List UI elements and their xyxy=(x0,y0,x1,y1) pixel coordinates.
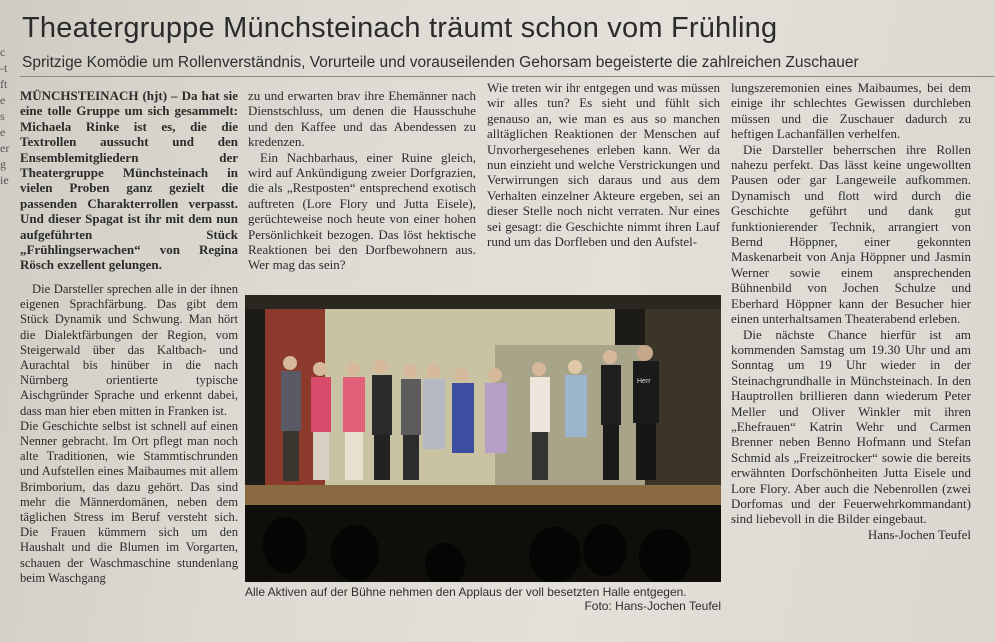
stage-floor xyxy=(245,485,721,505)
body-paragraph: Die Darsteller sprechen alle in der ihnen eigenen Sprachfärbung. Das gibt dem Stück Dynamik und Schwung. Man hört die Dialektfärbungen der Region, vom Steigerwald über das Kaltbach- und Aurachtal bis hinüber in die nach Nürnberg orientierte typische Aischgründer Sprache und erkennt dabei, dass man hier eben mitten in Franken ist. xyxy=(20,282,238,418)
lead-paragraph: MÜNCHSTEINACH (hjt) – Da hat sie eine tolle Gruppe um sich gesammelt: Michaela Rinke ist es, die die Textrollen aussucht und den Ensemblemitgliedern der Theatergruppe Münchsteinach in vielen Proben ganz gezielt die passenden Charakterrollen verpasst. Und dieser Spagat ist ihr mit dem nun aufgeführten Stück „Frühlingserwachen“ von Regina Rösch exzellent gelungen. xyxy=(20,88,238,273)
column-2 xyxy=(248,88,476,273)
body-paragraph: Ein Nachbarhaus, einer Ruine gleich, wird auf Ankündigung zweier Dorfgrazien, die als „Restposten“ entsprechend exotisch auftreten (Lore Flory und Jutta Eisele), gerüchteweise noch heute von einer hohen Persönlichkeit bezogen. Das löst hektische Reaktionen bei den Dorfbewohnern aus. Wer mag das sein? xyxy=(248,149,476,273)
body-paragraph: Die Darsteller beherrschen ihre Rollen nahezu perfekt. Das lässt keine ungewollten Pausen oder gar Langeweile aufkommen. Dynamisch und flott wird durch die Geschichte geführt und dank gut funktionierender Technik, arrangiert von Bernd Höppner, einer gekonnten Maskenarbeit von Anja Höppner und Jasmin Werner sowie einem ansprechenden Bühnenbild von Jochen Schulze und Eberhard Höppner kann der Besucher hier einen unterhaltsamen Theaterabend erleben. xyxy=(731,141,971,327)
article-headline: Theatergruppe Münchsteinach träumt schon vom Frühling xyxy=(22,12,778,44)
headline-divider xyxy=(20,76,995,77)
article-author: Hans-Jochen Teufel xyxy=(867,526,971,542)
edge-letter: -t xyxy=(0,61,8,75)
body-paragraph: Die nächste Chance hierfür ist am kommenden Samstag um 19.30 Uhr und am Sonntag um 19 Uhr wieder in der Steinachgrundhalle in Münchsteinach. In den Hauptrollen brillieren dann wiederum Peter Meller und Oliver Winkler mit ihren „Ehefrauen“ Katrin Wehr und Carmen Brenner neben Benno Hofmann und Stefan Schmid als „Freizeitrocker“ sowie die bereits erwähnten Dorfschönheiten Jutta Eisele und Lore Flory. Aber auch die Nebenrollen (zwei Dorfomas und der Feuerwehrkommandant) sind liebevoll in die Bilder eingebaut. xyxy=(731,326,971,527)
shirt-print-text: Herr xyxy=(637,378,651,385)
body-paragraph: lungszeremonien eines Maibaumes, bei dem einige ihr schlechtes Gewissen durchleben müssen und die Zuschauer dadurch zu heftigen Lachanfällen verhelfen. xyxy=(731,80,971,142)
neighbor-column-edge xyxy=(0,44,12,188)
edge-letter: e xyxy=(0,125,6,139)
edge-letter: c xyxy=(0,45,6,59)
column-3 xyxy=(487,80,720,249)
column-1-body xyxy=(20,282,238,586)
edge-letter: ie xyxy=(0,173,9,187)
edge-letter: s xyxy=(0,109,5,123)
body-paragraph: Wie treten wir ihr entgegen und was müssen wir alles tun? Es sieht und fühlt sich genauso an, wie man es aus so manchen alltäglichen Reaktionen der Menschen auf Unvorhergesehenes erleben kann. Wer da nun einzieht und welche Verstrickungen und Verwirrungen sich daraus und aus dem Verhalten einzelner Akteure ergeben, sei an dieser Stelle noch nicht verraten. Nur eines sei gesagt: die Geschichte nimmt ihren Lauf rund um das Dorfleben und den Aufstel- xyxy=(487,80,720,250)
edge-letter: ft xyxy=(0,77,8,91)
photo-credit: Foto: Hans-Jochen Teufel xyxy=(584,599,721,613)
photo-caption-block xyxy=(245,585,721,613)
photo-caption: Alle Aktiven auf der Bühne nehmen den Applaus der voll besetzten Halle entgegen. xyxy=(245,585,687,599)
column-1-lead xyxy=(20,88,238,273)
stage-photo xyxy=(245,295,721,582)
article-subheadline: Spritzige Komödie um Rollenverständnis, Vorurteile und vorauseilenden Gehorsam begeisterte die zahlreichen Zuschauer xyxy=(22,54,859,71)
edge-letter: er xyxy=(0,141,10,155)
edge-letter: e xyxy=(0,93,6,107)
stage-top-frame xyxy=(245,295,721,309)
stage-photo-illustration xyxy=(245,295,721,582)
edge-letter: g xyxy=(0,157,6,171)
body-paragraph: Die Geschichte selbst ist schnell auf einen Nenner gebracht. Im Ort pflegt man noch alte Traditionen, wie Stammtischrunden und Aufstellen eines Maibaumes mit allem Brimborium, das dazu gehört. Das sind mehr die Männerdomänen, neben dem täglichen Stress im Beruf versteht sich. Die Frauen kümmern sich um den Haushalt und die Blumen im Vorgarten, schauen der Waschmaschine stundenlang beim Waschgang xyxy=(20,418,238,585)
column-4 xyxy=(731,80,971,542)
body-paragraph: zu und erwarten brav ihre Ehemänner nach Dienstschluss, um denen die Hausschuhe und den Kaffee und das Abendessen zu kredenzen. xyxy=(248,88,476,150)
